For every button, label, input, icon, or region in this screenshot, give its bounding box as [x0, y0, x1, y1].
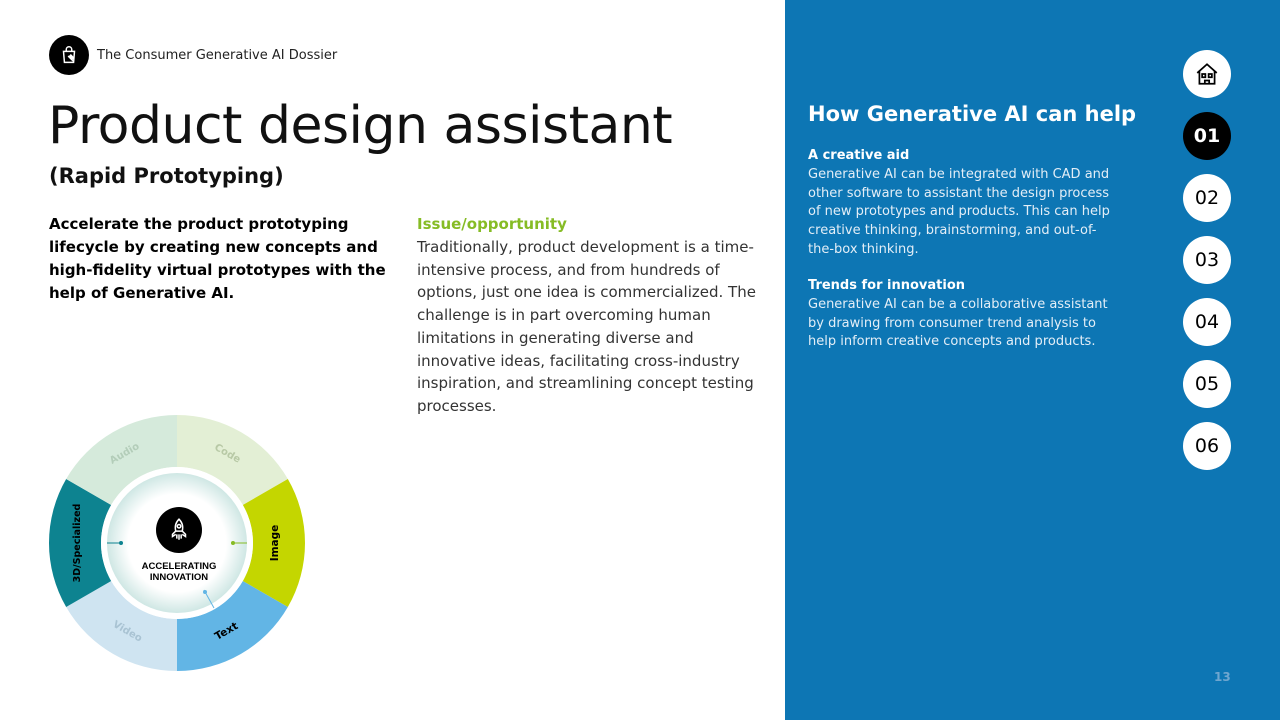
- nav-item-02[interactable]: 02: [1183, 174, 1231, 222]
- creative-aid-block: [808, 147, 1113, 260]
- nav-item-01[interactable]: 01: [1183, 112, 1231, 160]
- issue-body: Traditionally, product development is a time-intensive process, and from hundreds of options, just one idea is commercialized. The challenge is in part overcoming human limitations in generating diverse and innovative ideas, facilitating cross-industry inspiration, and streamlining concept testing processes.: [417, 238, 756, 415]
- right-panel: [785, 0, 1280, 720]
- page-title: Product design assistant: [48, 96, 673, 156]
- center-label-line1: ACCELERATING: [141, 561, 217, 572]
- block1-body: Generative AI can be integrated with CAD and other software to assistant the design process of new prototypes and products. This can help creative thinking, brainstorming, and out-of-the-box thinking.: [808, 166, 1110, 257]
- center-label-line2: INNOVATION: [149, 572, 209, 583]
- dossier-title: The Consumer Generative AI Dossier: [97, 47, 338, 63]
- segment-label-text: Text: [212, 620, 241, 643]
- home-icon: [1194, 61, 1220, 87]
- header: [49, 35, 337, 75]
- segment-label-code: Code: [212, 442, 243, 466]
- segment-label-audio: Audio: [108, 440, 142, 467]
- issue-section: [417, 213, 757, 418]
- segment-label-3d-specialized: 3D/Specialized: [72, 503, 83, 583]
- issue-heading: Issue/opportunity: [417, 215, 567, 233]
- block1-heading: A creative aid: [808, 148, 910, 163]
- shopping-bag-icon: [49, 35, 89, 75]
- page-subtitle: (Rapid Prototyping): [49, 164, 284, 188]
- wheel-center-label: [124, 561, 234, 583]
- rocket-icon: [156, 507, 202, 553]
- block2-body: Generative AI can be a collaborative assistant by drawing from consumer trend analysis to help inform creative concepts and products.: [808, 296, 1108, 350]
- panel-title: How Generative AI can help: [808, 102, 1137, 126]
- intro-text: Accelerate the product prototyping lifecycle by creating new concepts and high-fidelity virtual prototypes with the help of Generative AI.: [49, 215, 386, 302]
- wheel-center: [99, 471, 259, 621]
- nav-item-05[interactable]: 05: [1183, 360, 1231, 408]
- section-nav: [1183, 50, 1231, 470]
- nav-item-03[interactable]: 03: [1183, 236, 1231, 284]
- trends-block: [808, 277, 1113, 352]
- nav-item-04[interactable]: 04: [1183, 298, 1231, 346]
- segment-label-video: Video: [110, 619, 144, 645]
- block2-heading: Trends for innovation: [808, 278, 966, 293]
- nav-item-06[interactable]: 06: [1183, 422, 1231, 470]
- segment-label-image: Image: [269, 524, 281, 562]
- page-number: 13: [1214, 670, 1231, 684]
- home-button[interactable]: [1183, 50, 1231, 98]
